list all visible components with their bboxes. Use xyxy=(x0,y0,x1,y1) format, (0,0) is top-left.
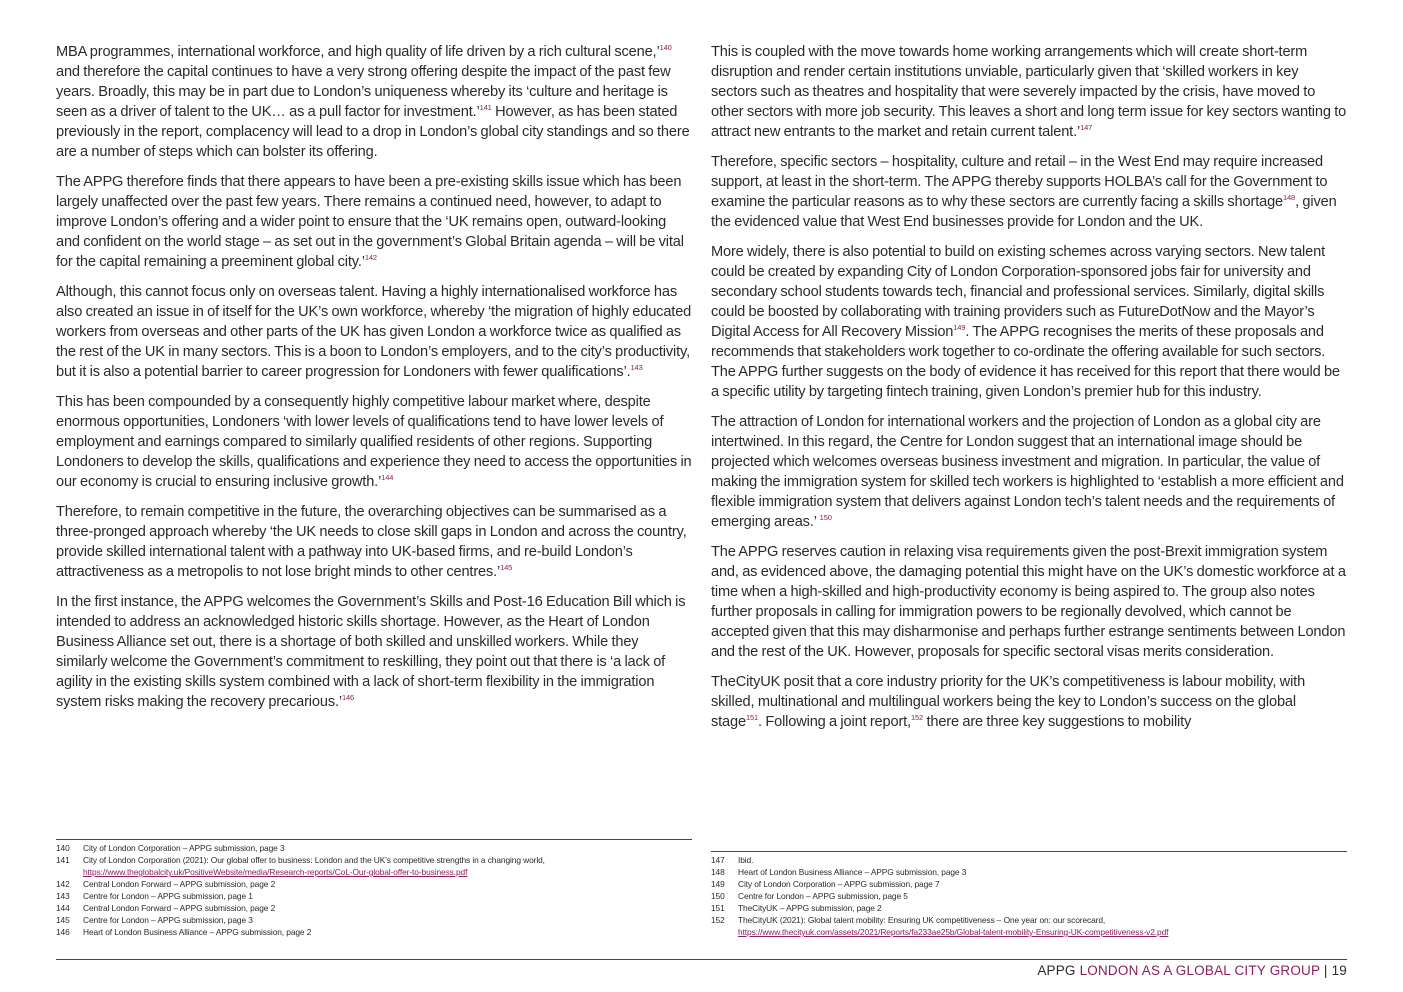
footnote-text xyxy=(83,842,692,854)
footnote-ref[interactable]: 151 xyxy=(745,713,759,722)
paragraph-text: In the first instance, the APPG welcomes the Government’s Skills and Post-16 Education Bill which is intended to address an acknowledged historic skills shortage. However, as the Heart of London Business Alliance set out, there is a shortage of both skilled and unskilled workers. While they similarly welcome the Government’s commitment to reskilling, they point out that there is ‘a lack of agility in the existing skills system combined with a lack of short-term flexibility in the immigration system risks making the recovery precarious.’ xyxy=(56,594,686,710)
paragraph-text: MBA programmes, international workforce, and high quality of life driven by a rich cultural scene,’ xyxy=(56,44,660,60)
footnote-ref[interactable]: 147 xyxy=(1080,123,1093,132)
footnote-number: 143 xyxy=(56,891,70,901)
footnote-item xyxy=(56,902,692,914)
footnote-item xyxy=(711,866,1347,878)
paragraph-text: , given the evidenced value that West End businesses provide for London and the UK. xyxy=(711,194,1337,230)
footnote-item xyxy=(711,914,1347,938)
footnotes-left xyxy=(56,842,692,938)
left-column xyxy=(56,42,692,722)
footnote-number: 144 xyxy=(56,903,70,913)
paragraph-text: Although, this cannot focus only on overseas talent. Having a highly internationalised workforce has also created an issue in of itself for the UK’s own workforce, whereby ‘the migration of highly educated workers from overseas and other parts of the UK has given London a workforce twice as qualified as the rest of the UK in many sectors. This is a boon to London’s employers, and to the city’s productivity, but it is also a potential barrier to career progression for Londoners with fewer qualifications’. xyxy=(56,284,692,380)
paragraph-text: The attraction of London for international workers and the projection of London as a global city are intertwined. In this regard, the Centre for London suggest that an international image should be projected which welcomes overseas business investment and migration. In particular, the value of making the immigration system for skilled tech workers is highlighted to ‘establish a more efficient and flexible immigration system that delivers against London tech’s talent needs and the requirements of emerging areas.’ xyxy=(711,414,1344,530)
footnote-ref[interactable]: 141 xyxy=(479,103,492,112)
footnote-text: Centre for London – APPG submission, page 5 xyxy=(738,891,908,901)
footnote-item xyxy=(56,842,692,854)
paragraph xyxy=(56,282,692,382)
footnote-number: 142 xyxy=(56,879,70,889)
footnote-text: Centre for London – APPG submission, page 3 xyxy=(83,915,253,925)
footnote-text: Heart of London Business Alliance – APPG submission, page 2 xyxy=(83,927,312,937)
footnote-ref[interactable]: 142 xyxy=(364,253,377,262)
paragraph-text: there are three key suggestions to mobility xyxy=(923,714,1192,730)
footnote-text: Central London Forward – APPG submission, page 2 xyxy=(83,879,276,889)
footnote-item xyxy=(711,854,1347,866)
footnote-citation: City of London Corporation – APPG submission, page 3 xyxy=(83,843,285,853)
footnote-number: 149 xyxy=(711,879,725,889)
footnote-item xyxy=(56,854,692,878)
footnote-number: 146 xyxy=(56,927,70,937)
footnote-number: 141 xyxy=(56,855,70,865)
paragraph xyxy=(711,542,1347,662)
footnote-item xyxy=(56,926,692,938)
paragraph-text: and therefore the capital continues to have a very strong offering despite the impact of the past few years. Broadly, this may be in part due to London’s uniqueness whereby its ‘culture and heritage is seen as a driver of talent to the UK… as a pull factor for investment.’ xyxy=(56,64,671,120)
footnote-ref[interactable]: 143 xyxy=(630,363,643,372)
footnote-text: Ibid. xyxy=(738,855,754,865)
footnotes-right xyxy=(711,854,1347,938)
footnote-text xyxy=(738,914,1347,938)
footnote-ref[interactable]: 150 xyxy=(819,513,832,522)
footnote-text: Heart of London Business Alliance – APPG submission, page 3 xyxy=(738,867,967,877)
paragraph-text: However, as has been stated previously in the report, complacency will lead to a drop in London’s global city standings and so there are a number of steps which can bolster its offering. xyxy=(56,104,690,160)
footnote-divider xyxy=(711,851,1347,852)
paragraph-text: This is coupled with the move towards home working arrangements which will create short-term disruption and render certain institutions unviable, particularly given that ‘skilled workers in key sectors such as theatres and hospitality that were severely impacted by the crisis, have moved to other sectors with more job security. This leaves a short and long term issue for key sectors wanting to attract new entrants to the market and retain current talent.’ xyxy=(711,44,1347,140)
footnote-text: Centre for London – APPG submission, page 1 xyxy=(83,891,253,901)
footnote-divider xyxy=(56,839,692,840)
paragraph-text: . The APPG recognises the merits of these proposals and recommends that stakeholders work together to co-ordinate the offering available for such sectors. The APPG further suggests on the body of evidence it has received for this report that there would be a specific utility by targeting fintech training, given London’s premier hub for this industry. xyxy=(711,324,1340,400)
footnote-number: 150 xyxy=(711,891,725,901)
footnote-ref[interactable]: 148 xyxy=(1283,193,1296,202)
paragraph xyxy=(711,672,1347,732)
footnote-ref[interactable]: 140 xyxy=(659,43,672,52)
footer-group-name: LONDON AS A GLOBAL CITY GROUP xyxy=(1079,963,1320,978)
footnote-ref[interactable]: 152 xyxy=(910,713,924,722)
footnote-item xyxy=(711,902,1347,914)
footnote-item xyxy=(56,890,692,902)
paragraph-text: This has been compounded by a consequently highly competitive labour market where, despite enormous opportunities, Londoners ‘with lower levels of qualifications tend to have lower levels of employment and earnings compared to similarly qualified residents of other regions. Supporting Londoners to develop the skills, qualifications and experience they need to access the opportunities in our economy is crucial to ensuring inclusive growth.’ xyxy=(56,394,692,490)
paragraph xyxy=(711,242,1347,402)
footnote-ref[interactable]: 146 xyxy=(341,693,355,702)
footnote-item xyxy=(56,878,692,890)
footnote-text xyxy=(83,854,692,878)
footnote-number: 145 xyxy=(56,915,70,925)
footnote-number: 140 xyxy=(56,843,70,853)
paragraph xyxy=(711,412,1347,532)
footnote-citation: TheCityUK (2021): Global talent mobility: Ensuring UK competitiveness – One year on: our scorecard, xyxy=(738,915,1106,925)
footnote-ref[interactable]: 149 xyxy=(953,323,966,332)
paragraph xyxy=(711,152,1347,232)
footnote-number: 152 xyxy=(711,915,725,925)
paragraph xyxy=(56,392,692,492)
footnote-number: 147 xyxy=(711,855,725,865)
page-number: 19 xyxy=(1331,963,1347,978)
footnote-number: 151 xyxy=(711,903,725,913)
paragraph xyxy=(56,502,692,582)
footnote-item xyxy=(711,890,1347,902)
right-column xyxy=(711,42,1347,742)
footnote-text: Central London Forward – APPG submission, page 2 xyxy=(83,903,276,913)
paragraph-text: The APPG therefore finds that there appears to have been a pre-existing skills issue which has been largely unaffected over the past few years. There remains a continued need, however, to adapt to improve London’s offering and a wider point to ensure that the ‘UK remains open, outward-looking and confident on the world stage – as set out in the government’s Global Britain agenda – will be vital for the capital remaining a preeminent global city.’ xyxy=(56,174,684,270)
paragraph-text: Therefore, to remain competitive in the future, the overarching objectives can be summarised as a three-pronged approach whereby ‘the UK needs to close skill gaps in London and across the country, provide skilled international talent with a pathway into UK-based firms, and re-build London’s attractiveness as a metropolis to not lose bright minds to other centres.’ xyxy=(56,504,687,580)
footnote-ref[interactable]: 145 xyxy=(500,563,513,572)
footer-appg: APPG xyxy=(1037,963,1080,978)
paragraph-text: Therefore, specific sectors – hospitality, culture and retail – in the West End may require increased support, at least in the short-term. The APPG thereby supports HOLBA’s call for the Government to examine the particular reasons as to why these sectors are currently facing a skills shortage xyxy=(711,154,1328,210)
paragraph-text: The APPG reserves caution in relaxing visa requirements given the post-Brexit immigration system and, as evidenced above, the damaging potential this might have on the UK’s domestic workforce at a time when a high-skilled and high-productivity economy is being aspired to. The group also notes further proposals in calling for immigration powers to be regionally devolved, which cannot be accepted given that this may disharmonise and perhaps further estrange sentiments between London and the rest of the UK. However, proposals for specific sectoral visas merits consideration. xyxy=(711,544,1346,660)
footnote-text: TheCityUK – APPG submission, page 2 xyxy=(738,903,882,913)
paragraph-text: More widely, there is also potential to build on existing schemes across varying sectors. New talent could be created by expanding City of London Corporation-sponsored jobs fair for university and secondary school students towards tech, financial and professional services. Similarly, digital skills could be boosted by collaborating with training providers such as FutureDotNow and the Mayor’s Digital Access for All Recovery Mission xyxy=(711,244,1325,340)
footnote-link[interactable]: https://www.theglobalcity.uk/PositiveWebsite/media/Research-reports/CoL-Our-global-offer-to-business.pdf xyxy=(83,867,468,877)
footnote-text: City of London Corporation – APPG submission, page 7 xyxy=(738,879,940,889)
footnote-item xyxy=(711,878,1347,890)
paragraph xyxy=(711,42,1347,142)
paragraph xyxy=(56,592,692,712)
footnote-citation: City of London Corporation (2021): Our global offer to business: London and the UK’s competitive strengths in a changing world, xyxy=(83,855,545,865)
paragraph-text: TheCityUK posit that a core industry priority for the UK’s competitiveness is labour mobility, with skilled, multinational and multilingual workers being the key to London’s success on the global stage xyxy=(711,674,1306,730)
footer-divider xyxy=(56,959,1347,960)
paragraph xyxy=(56,42,692,162)
footnote-item xyxy=(56,914,692,926)
footer-separator: | xyxy=(1319,963,1332,978)
footnote-number: 148 xyxy=(711,867,725,877)
page-footer xyxy=(1037,963,1347,978)
paragraph-text: . Following a joint report, xyxy=(758,714,911,730)
footnote-link[interactable]: https://www.thecityuk.com/assets/2021/Reports/fa233ae25b/Global-talent-mobility-Ensuring-UK-competitiveness-v2.pdf xyxy=(738,927,1169,937)
paragraph xyxy=(56,172,692,272)
footnote-ref[interactable]: 144 xyxy=(381,473,394,482)
